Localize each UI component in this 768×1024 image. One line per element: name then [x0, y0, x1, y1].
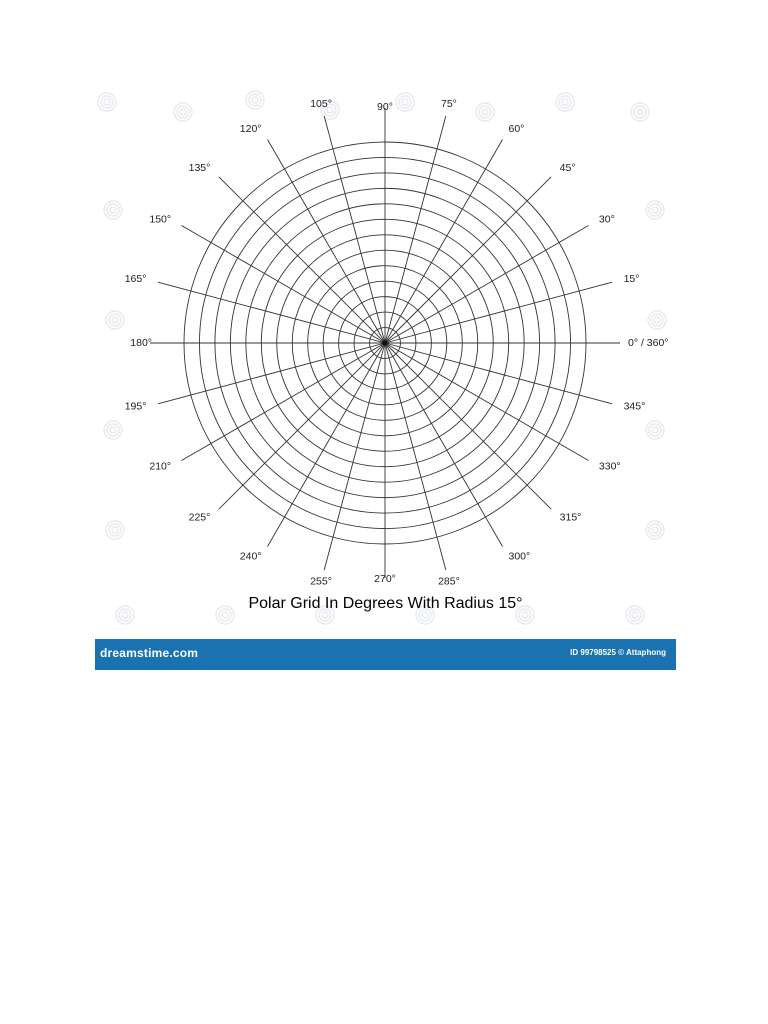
- angle-label-105: 105°: [310, 98, 332, 111]
- angle-label-165: 165°: [124, 272, 147, 285]
- angle-label-345: 345°: [623, 400, 646, 413]
- dreamstime-swirl-icon: [646, 421, 664, 439]
- center-point: [383, 341, 388, 346]
- angle-label-285: 285°: [438, 575, 460, 588]
- angle-label-195: 195°: [124, 400, 147, 413]
- angle-label-135: 135°: [188, 162, 211, 175]
- grid-spoke: [219, 343, 385, 509]
- angle-label-210: 210°: [149, 460, 172, 473]
- angle-label-90: 90°: [377, 100, 393, 113]
- angle-label-180: 180°: [130, 336, 152, 349]
- image-credit: ID 99798525 © Attaphong: [570, 648, 666, 657]
- angle-label-75: 75°: [440, 98, 457, 111]
- dreamstime-swirl-icon: [104, 201, 122, 219]
- dreamstime-swirl-icon: [106, 521, 124, 539]
- grid-spoke: [219, 177, 385, 343]
- dreamstime-swirl-icon: [98, 93, 116, 111]
- angle-label-315: 315°: [559, 511, 582, 524]
- dreamstime-swirl-icon: [246, 91, 264, 109]
- grid-spoke: [385, 343, 589, 461]
- dreamstime-swirl-icon: [556, 93, 574, 111]
- grid-spoke: [385, 139, 503, 343]
- grid-spoke: [181, 343, 385, 461]
- angle-label-30: 30°: [598, 213, 615, 226]
- angle-label-270: 270°: [374, 572, 396, 585]
- angle-label-255: 255°: [310, 575, 332, 588]
- dreamstime-swirl-icon: [476, 103, 494, 121]
- angle-label-150: 150°: [149, 213, 172, 226]
- angle-label-120: 120°: [239, 122, 262, 135]
- brand-logo[interactable]: dreamstime.com: [100, 646, 199, 660]
- grid-spoke: [181, 226, 385, 344]
- grid-spoke: [268, 343, 386, 547]
- grid-spoke: [385, 343, 551, 509]
- dreamstime-swirl-icon: [631, 103, 649, 121]
- stock-image: [95, 90, 676, 670]
- grid-spoke: [385, 226, 589, 344]
- dreamstime-swirl-icon: [396, 93, 414, 111]
- dreamstime-swirl-icon: [104, 421, 122, 439]
- grid-spoke: [385, 343, 503, 547]
- footer-bar: [95, 639, 676, 670]
- angle-label-45: 45°: [559, 162, 576, 175]
- angle-label-0: 0° / 360°: [628, 336, 669, 349]
- angle-label-330: 330°: [598, 460, 621, 473]
- dreamstime-swirl-icon: [174, 103, 192, 121]
- angle-label-15: 15°: [623, 272, 640, 285]
- diagram-title: Polar Grid In Degrees With Radius 15°: [248, 595, 523, 612]
- dreamstime-swirl-icon: [648, 311, 666, 329]
- angle-label-240: 240°: [239, 550, 262, 563]
- dreamstime-swirl-icon: [646, 521, 664, 539]
- angle-label-60: 60°: [508, 122, 525, 135]
- angle-label-300: 300°: [508, 550, 531, 563]
- grid-spoke: [268, 139, 386, 343]
- polar-grid-diagram: [95, 90, 676, 639]
- grid-spoke: [385, 177, 551, 343]
- dreamstime-swirl-icon: [106, 311, 124, 329]
- angle-label-225: 225°: [188, 511, 211, 524]
- dreamstime-swirl-icon: [646, 201, 664, 219]
